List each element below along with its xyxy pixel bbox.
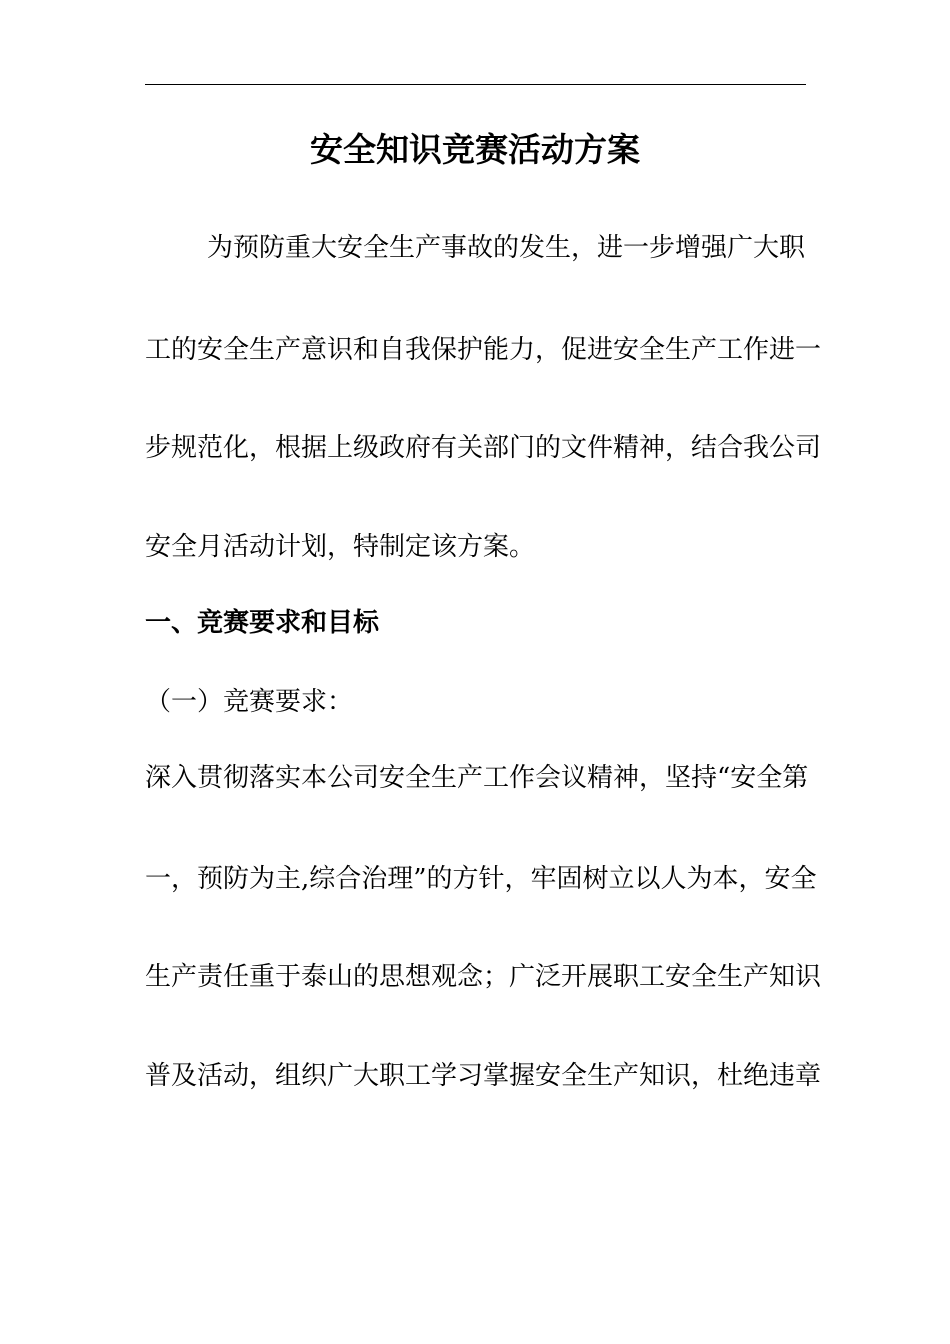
section-heading-1: 一、竞赛要求和目标 — [145, 608, 380, 638]
intro-line-2: 工的安全生产意识和自我保护能力，促进安全生产工作进一 — [145, 335, 822, 365]
intro-line-3: 步规范化，根据上级政府有关部门的文件精神，结合我公司 — [145, 433, 822, 463]
requirement-line-1: 深入贯彻落实本公司安全生产工作会议精神，坚持“安全第 — [145, 763, 809, 793]
document-title: 安全知识竞赛活动方案 — [310, 130, 640, 169]
intro-line-1: 为预防重大安全生产事故的发生，进一步增强广大职 — [207, 233, 806, 263]
requirement-line-3: 生产责任重于泰山的思想观念；广泛开展职工安全生产知识 — [145, 962, 822, 992]
requirement-line-4: 普及活动，组织广大职工学习掌握安全生产知识，杜绝违章 — [145, 1061, 822, 1091]
intro-line-4: 安全月活动计划，特制定该方案。 — [145, 532, 536, 562]
subsection-heading-1: （一）竞赛要求： — [145, 687, 354, 717]
header-rule — [145, 84, 806, 85]
requirement-line-2: 一，预防为主,综合治理”的方针，牢固树立以人为本，安全 — [145, 864, 817, 894]
